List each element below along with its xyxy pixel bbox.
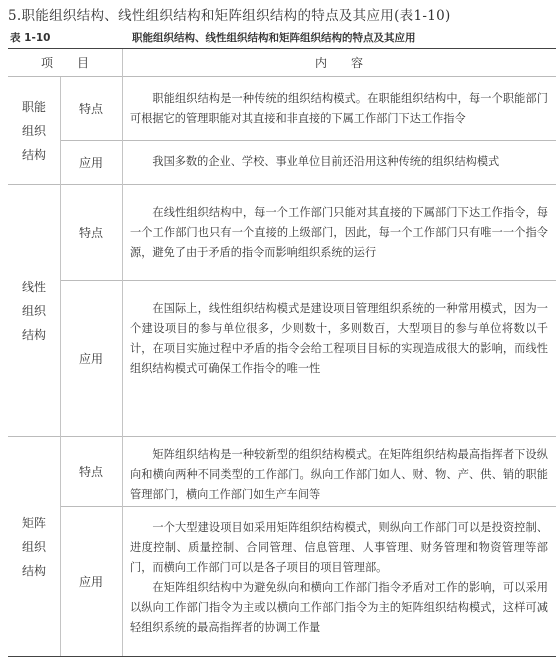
content-paragraph: 一个大型建设项目如采用矩阵组织结构模式，则纵向工作部门可以是投资控制、进度控制、质量控制、合同管理、信息管理、人事管理、财务管理和物资管理等部门，而横向工作部门可以是各子项目的项目管理部。 xyxy=(130,521,548,574)
row-type-label: 特点 xyxy=(78,102,103,116)
row-rule xyxy=(60,506,556,507)
content-paragraph: 在线性组织结构中，每一个工作部门只能对其直接的下属部门下达工作指令，每一个工作部门也只有一个直接的上级部门，因此，每一个工作部门只有唯一一个指令源，避免了由于矛盾的指令而影响组织系统的运行 xyxy=(130,206,548,259)
cell-content xyxy=(130,299,548,379)
content-paragraph: 矩阵组织结构是一种较新型的组织结构模式。在矩阵组织结构最高指挥者下设纵向和横向两种不同类型的工作部门。纵向工作部门如人、财、物、产、供、销的职能管理部门，横向工作部门如生产车间等 xyxy=(130,448,548,501)
table-title: 职能组织结构、线性组织结构和矩阵组织结构的特点及其应用 xyxy=(132,32,416,44)
cell-content xyxy=(130,203,548,263)
content-paragraph: 我国多数的企业、学校、事业单位目前还沿用这种传统的组织结构模式 xyxy=(152,155,500,168)
column-divider xyxy=(122,49,123,656)
table-bottom-rule xyxy=(8,656,556,657)
content-paragraph: 在国际上，线性组织结构模式是建设项目管理组织系统的一种常用模式，因为一个建设项目的参与单位很多，少则数十，多则数百，大型项目的参与单位将数以千计，在项目实施过程中矛盾的指令会给工程项目目标的实现造成很大的影响，而线性组织结构模式可确保工作指令的唯一性 xyxy=(130,302,548,375)
row-type-label: 特点 xyxy=(78,465,103,479)
cell-content xyxy=(130,89,548,129)
row-type-label: 特点 xyxy=(78,226,103,240)
content-paragraph: 职能组织结构是一种传统的组织结构模式。在职能组织结构中，每一个职能部门可根据它的管理职能对其直接和非直接的下属工作部门下达工作指令 xyxy=(130,92,548,125)
content-paragraph: 在矩阵组织结构中为避免纵向和横向工作部门指令矛盾对工作的影响，可以采用以纵向工作部门指令为主或以横向工作部门指令为主的矩阵组织结构模式，这样可减轻组织系统的最高指挥者的协调工作量 xyxy=(130,581,548,634)
category-matrix: 矩阵组织结构 xyxy=(21,515,46,578)
cell-content xyxy=(130,445,548,505)
header-item: 项 目 xyxy=(40,56,89,70)
header-content: 内 容 xyxy=(314,56,363,70)
category-linear: 线性组织结构 xyxy=(21,279,46,342)
category-functional: 职能组织结构 xyxy=(21,99,46,162)
row-type-label: 应用 xyxy=(78,156,103,170)
row-type-label: 应用 xyxy=(78,575,103,589)
row-type-label: 应用 xyxy=(78,352,103,366)
table-caption xyxy=(10,30,550,50)
section-heading: 5.职能组织结构、线性组织结构和矩阵组织结构的特点及其应用(表1-10) xyxy=(8,8,451,24)
table-number: 表 1-10 xyxy=(10,32,51,44)
cell-content xyxy=(130,152,548,172)
cell-content xyxy=(130,518,548,638)
row-rule xyxy=(60,140,556,141)
row-rule xyxy=(60,280,556,281)
